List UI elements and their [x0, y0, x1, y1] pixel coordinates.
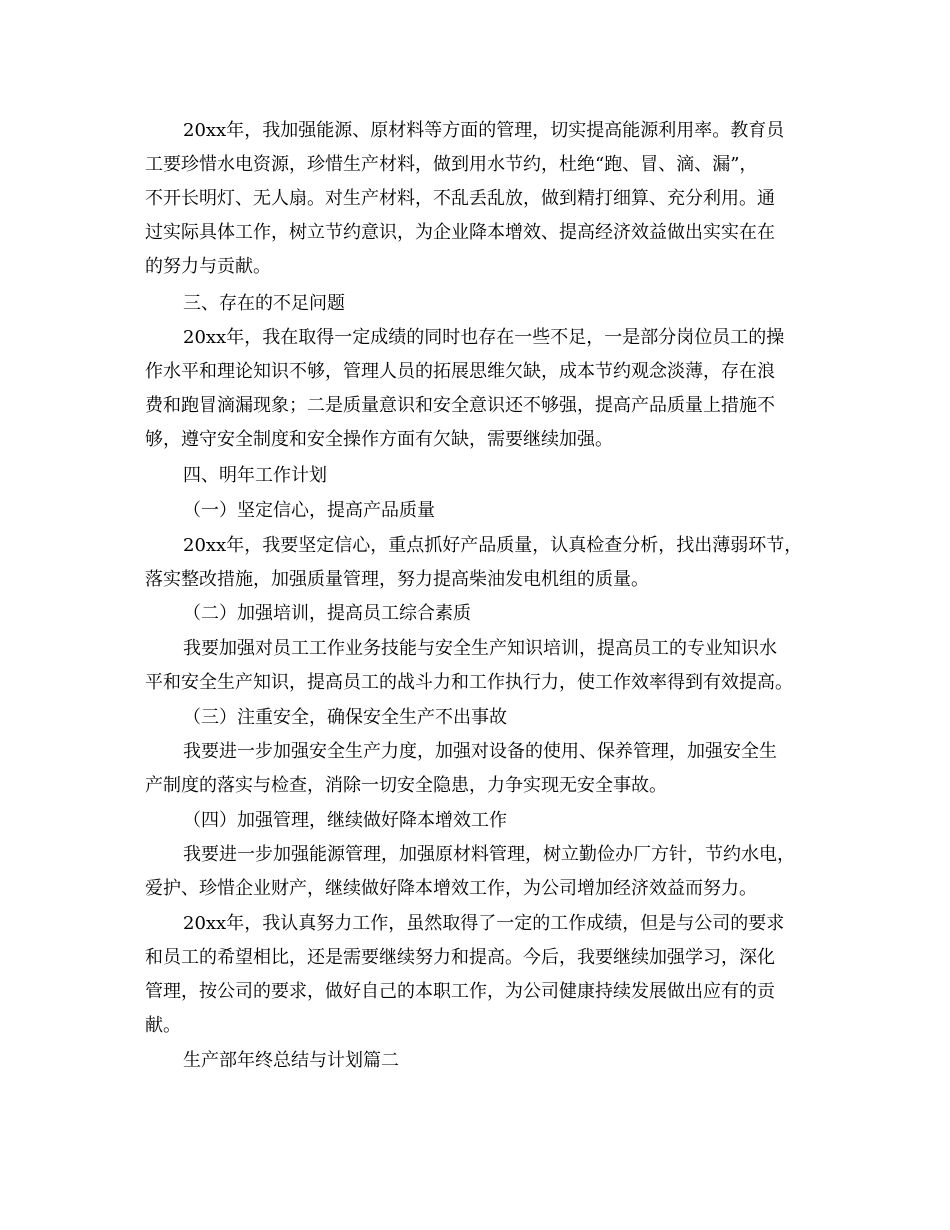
- subsection-heading: （三）注重安全，确保安全生产不出事故: [183, 707, 507, 728]
- paragraph-line: 过实际具体工作，树立节约意识，为企业降本增效、提高经济效益做出实实在在: [145, 222, 775, 243]
- paragraph-line: 管理，按公司的要求，做好自己的本职工作，为公司健康持续发展做出应有的贡: [145, 981, 775, 1002]
- subsection-heading: （四）加强管理，继续做好降本增效工作: [183, 810, 507, 831]
- paragraph-line: 产制度的落实与检查，消除一切安全隐患，力争实现无安全事故。: [145, 775, 667, 796]
- paragraph-line: 作水平和理论知识不够，管理人员的拓展思维欠缺，成本节约观念淡薄，存在浪: [145, 361, 775, 382]
- paragraph-line: 我要加强对员工工作业务技能与安全生产知识培训，提高员工的专业知识水: [183, 638, 777, 659]
- subsection-heading: （二）加强培训，提高员工综合素质: [183, 603, 471, 624]
- section-heading: 四、明年工作计划: [183, 465, 327, 486]
- section-heading: 生产部年终总结与计划篇二: [183, 1050, 399, 1071]
- paragraph-line: 献。: [145, 1015, 181, 1036]
- paragraph-line: 20xx年，我加强能源、原材料等方面的管理，切实提高能源利用率。教育员: [183, 120, 785, 141]
- section-heading: 三、存在的不足问题: [183, 293, 345, 314]
- paragraph-line: 平和安全生产知识，提高员工的战斗力和工作执行力，使工作效率得到有效提高。: [145, 672, 793, 693]
- paragraph-line: 20xx年，我要坚定信心，重点抓好产品质量，认真检查分析，找出薄弱环节，: [183, 535, 803, 556]
- paragraph-line: 20xx年，我在取得一定成绩的同时也存在一些不足，一是部分岗位员工的操: [183, 327, 785, 348]
- paragraph-line: 和员工的希望相比，还是需要继续努力和提高。今后，我要继续加强学习，深化: [145, 947, 775, 968]
- paragraph-line: 爱护、珍惜企业财产，继续做好降本增效工作，为公司增加经济效益而努力。: [145, 878, 757, 899]
- paragraph-line: 工要珍惜水电资源，珍惜生产材料，做到用水节约，杜绝“跑、冒、滴、漏”，: [145, 154, 758, 175]
- paragraph-line: 的努力与贡献。: [145, 256, 271, 277]
- paragraph-line: 够，遵守安全制度和安全操作方面有欠缺，需要继续加强。: [145, 429, 613, 450]
- paragraph-line: 我要进一步加强能源管理，加强原材料管理，树立勤俭办厂方针，节约水电，: [183, 844, 795, 865]
- paragraph-line: 20xx年，我认真努力工作，虽然取得了一定的工作成绩，但是与公司的要求: [183, 913, 785, 934]
- paragraph-line: 费和跑冒滴漏现象；二是质量意识和安全意识还不够强，提高产品质量上措施不: [145, 395, 775, 416]
- paragraph-line: 不开长明灯、无人扇。对生产材料，不乱丢乱放，做到精打细算、充分利用。通: [145, 188, 775, 209]
- paragraph-line: 我要进一步加强安全生产力度，加强对设备的使用、保养管理，加强安全生: [183, 741, 777, 762]
- subsection-heading: （一）坚定信心，提高产品质量: [183, 500, 435, 521]
- paragraph-line: 落实整改措施，加强质量管理，努力提高柴油发电机组的质量。: [145, 569, 649, 590]
